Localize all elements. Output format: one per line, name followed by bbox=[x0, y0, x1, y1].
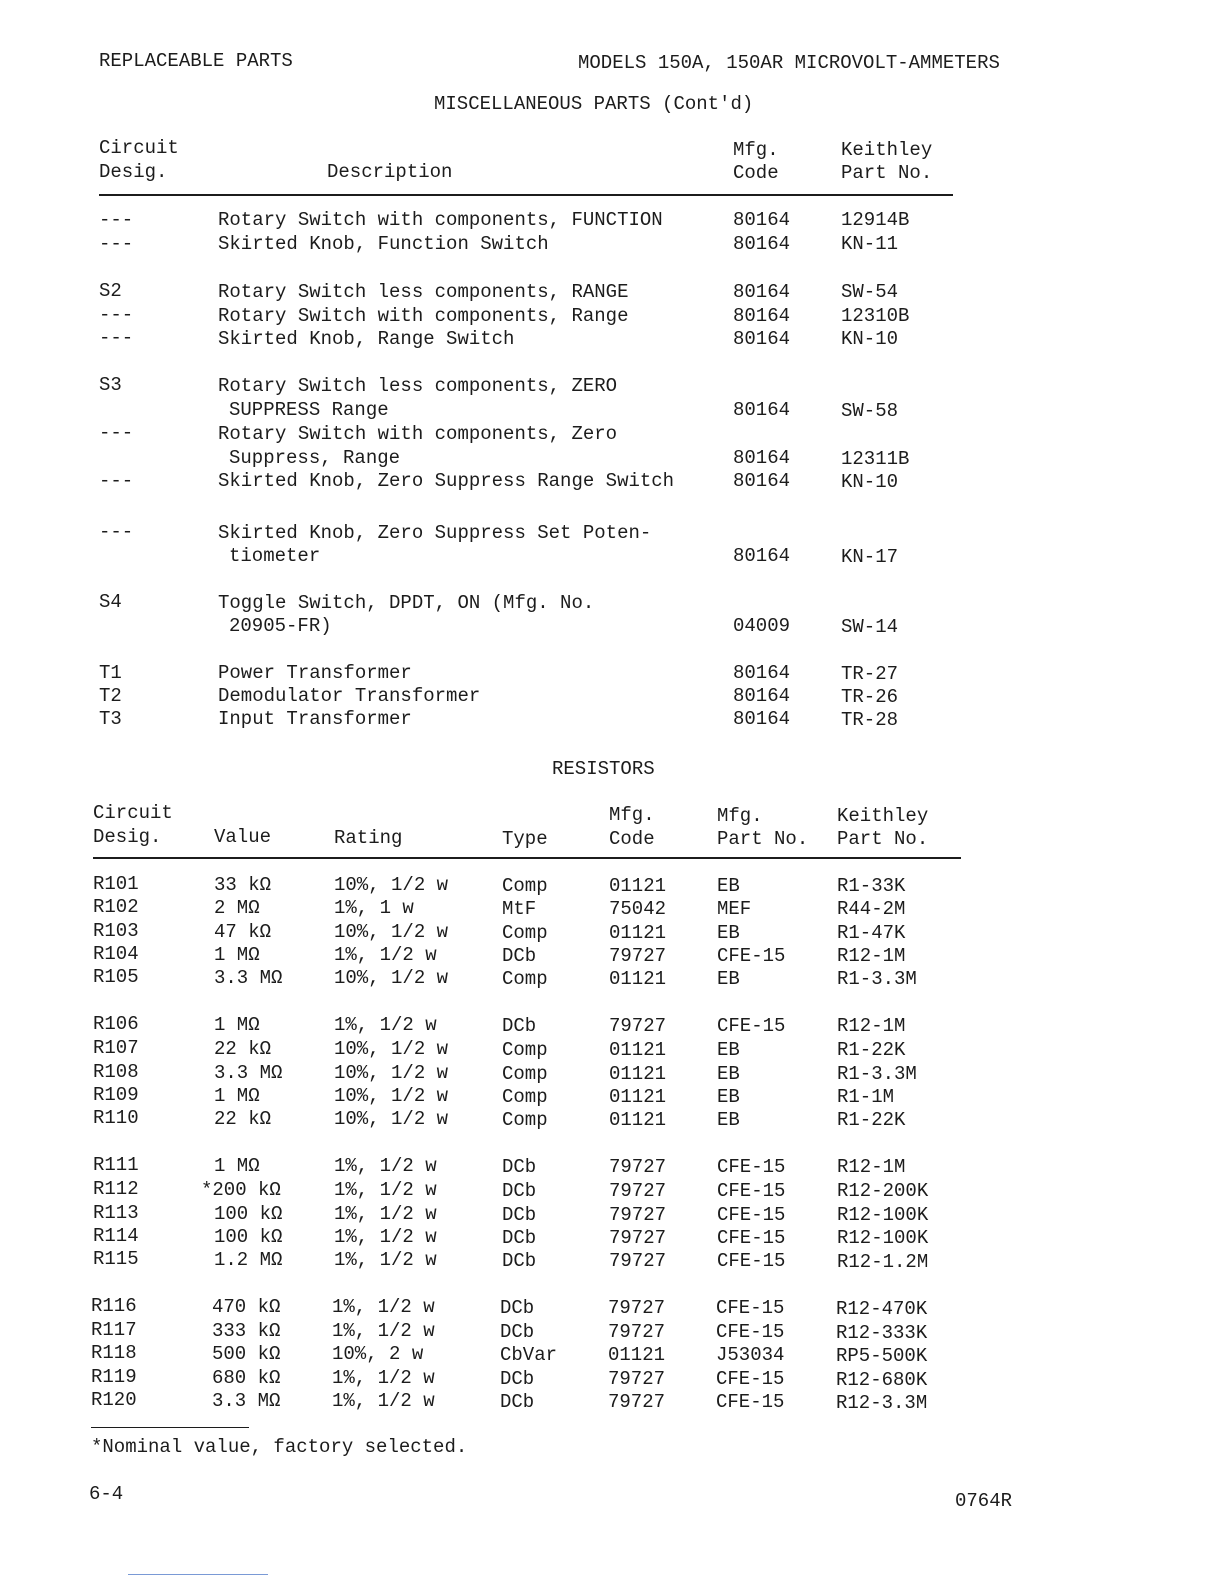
res-row-part: R12-333K bbox=[836, 1322, 928, 1344]
res-row-mfg: 79727 bbox=[608, 1321, 666, 1343]
res-row-part: R1-3.3M bbox=[837, 1063, 917, 1085]
res-row-rating: 1%, 1/2 w bbox=[334, 1249, 437, 1271]
resistors-title: RESISTORS bbox=[552, 758, 655, 780]
misc-row-part: KN-10 bbox=[841, 328, 899, 350]
res-row-mfg: 79727 bbox=[608, 1368, 666, 1390]
misc-row-mfg: 04009 bbox=[733, 615, 791, 637]
res-row-rating: 10%, 1/2 w bbox=[334, 967, 449, 989]
res-row-desig: R105 bbox=[93, 966, 139, 988]
res-row-desig: R104 bbox=[93, 943, 139, 965]
res-col-mfgpart-2: Part No. bbox=[717, 828, 809, 850]
page-number: 6-4 bbox=[89, 1483, 124, 1505]
res-row-mfgpart: EB bbox=[717, 968, 740, 990]
res-row-desig: R116 bbox=[91, 1295, 137, 1317]
res-row-desig: R118 bbox=[91, 1342, 137, 1364]
res-row-desig: R106 bbox=[93, 1013, 139, 1035]
res-header-rule bbox=[93, 857, 961, 859]
res-row-rating: 10%, 1/2 w bbox=[334, 921, 449, 943]
misc-row-desig: --- bbox=[99, 422, 134, 444]
res-row-rating: 1%, 1/2 w bbox=[334, 1179, 437, 1201]
res-row-part: R1-33K bbox=[837, 875, 906, 897]
misc-row-description-cont: 20905-FR) bbox=[229, 615, 332, 637]
res-col-value: Value bbox=[214, 826, 272, 848]
res-row-value: 2 MΩ bbox=[214, 897, 260, 919]
res-row-type: Comp bbox=[502, 1109, 548, 1131]
misc-row-description: Skirted Knob, Zero Suppress Range Switch bbox=[218, 470, 675, 492]
res-row-mfgpart: EB bbox=[717, 875, 740, 897]
misc-row-mfg: 80164 bbox=[733, 470, 791, 492]
res-row-mfg: 01121 bbox=[609, 1039, 667, 1061]
misc-row-description: Power Transformer bbox=[218, 662, 412, 684]
res-row-part: R12-200K bbox=[837, 1180, 929, 1202]
res-row-rating: 1%, 1/2 w bbox=[334, 1226, 437, 1248]
res-row-rating: 1%, 1/2 w bbox=[334, 1014, 437, 1036]
res-row-mfg: 79727 bbox=[609, 1227, 667, 1249]
misc-col-description: Description bbox=[327, 161, 453, 183]
res-row-type: DCb bbox=[502, 1204, 537, 1226]
misc-row-part: SW-58 bbox=[841, 400, 899, 422]
res-row-value: 100 kΩ bbox=[214, 1203, 283, 1225]
res-col-rating: Rating bbox=[334, 827, 403, 849]
res-row-type: Comp bbox=[502, 922, 548, 944]
res-row-mfgpart: EB bbox=[717, 1086, 740, 1108]
res-row-mfgpart: MEF bbox=[717, 898, 752, 920]
res-row-mfgpart: CFE-15 bbox=[717, 1204, 786, 1226]
misc-col-mfg-1: Mfg. bbox=[733, 139, 779, 161]
misc-row-description: Toggle Switch, DPDT, ON (Mfg. No. bbox=[218, 592, 595, 614]
res-row-desig: R102 bbox=[93, 896, 139, 918]
res-col-desig-2: Desig. bbox=[93, 826, 162, 848]
res-col-part-1: Keithley bbox=[837, 805, 929, 827]
res-row-mfgpart: CFE-15 bbox=[717, 1156, 786, 1178]
res-row-desig: R113 bbox=[93, 1202, 139, 1224]
res-col-mfgpart-1: Mfg. bbox=[717, 805, 763, 827]
document-code: 0764R bbox=[955, 1490, 1013, 1512]
misc-row-description: Demodulator Transformer bbox=[218, 685, 481, 707]
misc-row-part: TR-27 bbox=[841, 663, 899, 685]
misc-row-part: 12914B bbox=[841, 209, 910, 231]
misc-row-desig: T1 bbox=[99, 662, 122, 684]
res-row-mfg: 01121 bbox=[609, 1086, 667, 1108]
res-row-mfgpart: EB bbox=[717, 1039, 740, 1061]
res-row-type: CbVar bbox=[500, 1344, 558, 1366]
misc-col-part-2: Part No. bbox=[841, 162, 933, 184]
misc-row-desig: --- bbox=[99, 521, 134, 543]
misc-row-desig: --- bbox=[99, 327, 134, 349]
res-col-mfg-1: Mfg. bbox=[609, 804, 655, 826]
misc-row-desig: --- bbox=[99, 470, 134, 492]
res-row-value: 333 kΩ bbox=[212, 1320, 281, 1342]
res-row-mfg: 01121 bbox=[609, 922, 667, 944]
res-row-mfg: 79727 bbox=[609, 1250, 667, 1272]
misc-row-description: Rotary Switch less components, ZERO bbox=[218, 375, 618, 397]
res-row-part: R12-1M bbox=[837, 1015, 906, 1037]
misc-row-mfg: 80164 bbox=[733, 305, 791, 327]
res-row-mfg: 79727 bbox=[609, 1015, 667, 1037]
res-row-rating: 1%, 1/2 w bbox=[332, 1390, 435, 1412]
res-row-desig: R115 bbox=[93, 1248, 139, 1270]
res-row-mfg: 01121 bbox=[609, 968, 667, 990]
res-row-desig: R112 bbox=[93, 1178, 139, 1200]
res-row-desig: R108 bbox=[93, 1061, 139, 1083]
res-row-part: R44-2M bbox=[837, 898, 906, 920]
res-row-desig: R101 bbox=[93, 873, 139, 895]
res-row-rating: 1%, 1 w bbox=[334, 897, 414, 919]
res-row-part: R12-100K bbox=[837, 1227, 929, 1249]
res-row-desig: R111 bbox=[93, 1154, 139, 1176]
res-row-value: 3.3 MΩ bbox=[214, 1062, 283, 1084]
res-row-part: R12-680K bbox=[836, 1369, 928, 1391]
res-row-value: 47 kΩ bbox=[214, 921, 272, 943]
res-row-rating: 10%, 1/2 w bbox=[334, 1108, 449, 1130]
footer-link-underline bbox=[128, 1574, 268, 1575]
misc-header-rule bbox=[99, 194, 953, 196]
misc-row-description: Skirted Knob, Range Switch bbox=[218, 328, 515, 350]
res-row-value: 100 kΩ bbox=[214, 1226, 283, 1248]
res-row-rating: 10%, 1/2 w bbox=[334, 1085, 449, 1107]
res-col-desig-1: Circuit bbox=[93, 802, 173, 824]
misc-title: MISCELLANEOUS PARTS (Cont'd) bbox=[434, 93, 754, 115]
res-row-desig: R119 bbox=[91, 1366, 137, 1388]
res-row-part: RP5-500K bbox=[836, 1345, 928, 1367]
misc-row-desig: S3 bbox=[99, 374, 122, 396]
res-row-part: R1-47K bbox=[837, 922, 906, 944]
res-row-mfg: 01121 bbox=[609, 1109, 667, 1131]
res-row-type: DCb bbox=[500, 1297, 535, 1319]
res-row-desig: R120 bbox=[91, 1389, 137, 1411]
res-row-part: R1-22K bbox=[837, 1039, 906, 1061]
misc-row-part: KN-11 bbox=[841, 233, 899, 255]
res-row-type: DCb bbox=[500, 1321, 535, 1343]
res-row-value: 3.3 MΩ bbox=[214, 967, 283, 989]
misc-row-description-cont: SUPPRESS Range bbox=[229, 399, 389, 421]
misc-row-description: Rotary Switch with components, FUNCTION bbox=[218, 209, 663, 231]
res-row-mfg: 79727 bbox=[609, 1204, 667, 1226]
misc-row-desig: T3 bbox=[99, 708, 122, 730]
res-row-part: R12-1M bbox=[837, 945, 906, 967]
misc-row-part: 12311B bbox=[841, 448, 910, 470]
res-row-part: R12-1M bbox=[837, 1156, 906, 1178]
misc-row-mfg: 80164 bbox=[733, 281, 791, 303]
misc-col-part-1: Keithley bbox=[841, 139, 933, 161]
res-row-type: DCb bbox=[502, 1227, 537, 1249]
res-row-mfg: 79727 bbox=[609, 1180, 667, 1202]
res-row-type: MtF bbox=[502, 898, 537, 920]
res-row-rating: 1%, 1/2 w bbox=[332, 1367, 435, 1389]
misc-row-part: KN-10 bbox=[841, 471, 899, 493]
res-row-mfgpart: CFE-15 bbox=[716, 1297, 785, 1319]
res-row-part: R12-1.2M bbox=[837, 1251, 929, 1273]
res-row-mfgpart: CFE-15 bbox=[717, 1015, 786, 1037]
misc-col-mfg-2: Code bbox=[733, 162, 779, 184]
res-row-value: 1 MΩ bbox=[214, 1155, 260, 1177]
res-row-value: 1 MΩ bbox=[214, 1014, 260, 1036]
misc-row-part: SW-54 bbox=[841, 281, 899, 303]
res-row-rating: 1%, 1/2 w bbox=[332, 1320, 435, 1342]
res-row-rating: 1%, 1/2 w bbox=[334, 1203, 437, 1225]
res-row-rating: 1%, 1/2 w bbox=[334, 1155, 437, 1177]
res-row-mfgpart: CFE-15 bbox=[716, 1321, 785, 1343]
res-row-value: 680 kΩ bbox=[212, 1367, 281, 1389]
misc-row-mfg: 80164 bbox=[733, 708, 791, 730]
misc-row-mfg: 80164 bbox=[733, 209, 791, 231]
misc-row-description-cont: Suppress, Range bbox=[229, 447, 401, 469]
res-row-part: R1-22K bbox=[837, 1109, 906, 1131]
res-row-mfg: 01121 bbox=[609, 875, 667, 897]
res-row-type: DCb bbox=[502, 1180, 537, 1202]
res-row-value: 33 kΩ bbox=[214, 874, 272, 896]
res-row-mfg: 79727 bbox=[609, 1156, 667, 1178]
res-row-part: R12-100K bbox=[837, 1204, 929, 1226]
res-row-mfg: 79727 bbox=[608, 1297, 666, 1319]
misc-row-mfg: 80164 bbox=[733, 447, 791, 469]
res-row-mfgpart: CFE-15 bbox=[716, 1391, 785, 1413]
res-row-mfgpart: EB bbox=[717, 1063, 740, 1085]
res-row-desig: R107 bbox=[93, 1037, 139, 1059]
misc-row-mfg: 80164 bbox=[733, 662, 791, 684]
misc-row-mfg: 80164 bbox=[733, 233, 791, 255]
res-row-mfgpart: CFE-15 bbox=[717, 1227, 786, 1249]
res-col-mfg-2: Code bbox=[609, 828, 655, 850]
misc-row-mfg: 80164 bbox=[733, 545, 791, 567]
footnote: *Nominal value, factory selected. bbox=[91, 1436, 468, 1458]
res-row-rating: 1%, 1/2 w bbox=[332, 1296, 435, 1318]
res-row-type: Comp bbox=[502, 1039, 548, 1061]
res-row-mfg: 79727 bbox=[608, 1391, 666, 1413]
res-row-type: DCb bbox=[502, 1015, 537, 1037]
res-row-type: Comp bbox=[502, 1086, 548, 1108]
res-row-mfgpart: CFE-15 bbox=[717, 945, 786, 967]
misc-row-part: SW-14 bbox=[841, 616, 899, 638]
res-row-type: DCb bbox=[502, 1156, 537, 1178]
res-row-type: Comp bbox=[502, 1063, 548, 1085]
res-row-desig: R103 bbox=[93, 920, 139, 942]
res-row-desig: R110 bbox=[93, 1107, 139, 1129]
misc-row-description: Skirted Knob, Function Switch bbox=[218, 233, 549, 255]
res-row-mfg: 79727 bbox=[609, 945, 667, 967]
res-row-rating: 10%, 1/2 w bbox=[334, 874, 449, 896]
res-row-part: R12-3.3M bbox=[836, 1392, 928, 1414]
misc-row-description: Skirted Knob, Zero Suppress Set Poten- bbox=[218, 522, 652, 544]
res-row-type: DCb bbox=[500, 1391, 535, 1413]
misc-row-mfg: 80164 bbox=[733, 685, 791, 707]
res-row-value: 22 kΩ bbox=[214, 1038, 272, 1060]
misc-row-desig: --- bbox=[99, 209, 134, 231]
misc-row-part: KN-17 bbox=[841, 546, 899, 568]
misc-row-part: TR-26 bbox=[841, 686, 899, 708]
footnote-rule bbox=[91, 1427, 249, 1428]
res-row-type: Comp bbox=[502, 968, 548, 990]
res-row-rating: 1%, 1/2 w bbox=[334, 944, 437, 966]
misc-col-desig-2: Desig. bbox=[99, 161, 168, 183]
res-row-mfgpart: CFE-15 bbox=[717, 1250, 786, 1272]
misc-row-description: Rotary Switch with components, Range bbox=[218, 305, 629, 327]
header-left: REPLACEABLE PARTS bbox=[99, 50, 293, 72]
res-row-mfg: 01121 bbox=[609, 1063, 667, 1085]
res-row-rating: 10%, 1/2 w bbox=[334, 1038, 449, 1060]
res-col-type: Type bbox=[502, 828, 548, 850]
res-col-part-2: Part No. bbox=[837, 828, 929, 850]
misc-row-description: Input Transformer bbox=[218, 708, 412, 730]
res-row-mfgpart: EB bbox=[717, 922, 740, 944]
res-row-type: DCb bbox=[500, 1368, 535, 1390]
res-row-mfgpart: J53034 bbox=[716, 1344, 785, 1366]
res-row-type: DCb bbox=[502, 945, 537, 967]
misc-row-desig: T2 bbox=[99, 685, 122, 707]
misc-row-description: Rotary Switch less components, RANGE bbox=[218, 281, 629, 303]
misc-col-desig-1: Circuit bbox=[99, 137, 179, 159]
res-row-value: 1 MΩ bbox=[214, 944, 260, 966]
res-row-part: R1-3.3M bbox=[837, 968, 917, 990]
res-row-mfgpart: CFE-15 bbox=[717, 1180, 786, 1202]
misc-row-desig: S4 bbox=[99, 591, 122, 613]
misc-row-part: 12310B bbox=[841, 305, 910, 327]
res-row-type: Comp bbox=[502, 875, 548, 897]
misc-row-desig: S2 bbox=[99, 280, 122, 302]
res-row-value: 1 MΩ bbox=[214, 1085, 260, 1107]
res-row-part: R12-470K bbox=[836, 1298, 928, 1320]
res-row-value: 470 kΩ bbox=[212, 1296, 281, 1318]
res-row-mfg: 01121 bbox=[608, 1344, 666, 1366]
misc-row-desig: --- bbox=[99, 304, 134, 326]
res-row-part: R1-1M bbox=[837, 1086, 895, 1108]
res-row-desig: R117 bbox=[91, 1319, 137, 1341]
misc-row-description-cont: tiometer bbox=[229, 545, 321, 567]
misc-row-description: Rotary Switch with components, Zero bbox=[218, 423, 618, 445]
res-row-desig: R114 bbox=[93, 1225, 139, 1247]
res-row-rating: 10%, 1/2 w bbox=[334, 1062, 449, 1084]
res-row-rating: 10%, 2 w bbox=[332, 1343, 424, 1365]
res-row-value: 500 kΩ bbox=[212, 1343, 281, 1365]
res-row-value: 22 kΩ bbox=[214, 1108, 272, 1130]
res-row-mfgpart: CFE-15 bbox=[716, 1368, 785, 1390]
misc-row-desig: --- bbox=[99, 233, 134, 255]
res-row-desig: R109 bbox=[93, 1084, 139, 1106]
res-row-value: 3.3 MΩ bbox=[212, 1390, 281, 1412]
misc-row-mfg: 80164 bbox=[733, 328, 791, 350]
res-row-value: *200 kΩ bbox=[201, 1179, 281, 1201]
res-row-type: DCb bbox=[502, 1250, 537, 1272]
res-row-mfg: 75042 bbox=[609, 898, 667, 920]
res-row-value: 1.2 MΩ bbox=[214, 1249, 283, 1271]
res-row-mfgpart: EB bbox=[717, 1109, 740, 1131]
misc-row-part: TR-28 bbox=[841, 709, 899, 731]
misc-row-mfg: 80164 bbox=[733, 399, 791, 421]
header-right: MODELS 150A, 150AR MICROVOLT-AMMETERS bbox=[578, 52, 1000, 74]
